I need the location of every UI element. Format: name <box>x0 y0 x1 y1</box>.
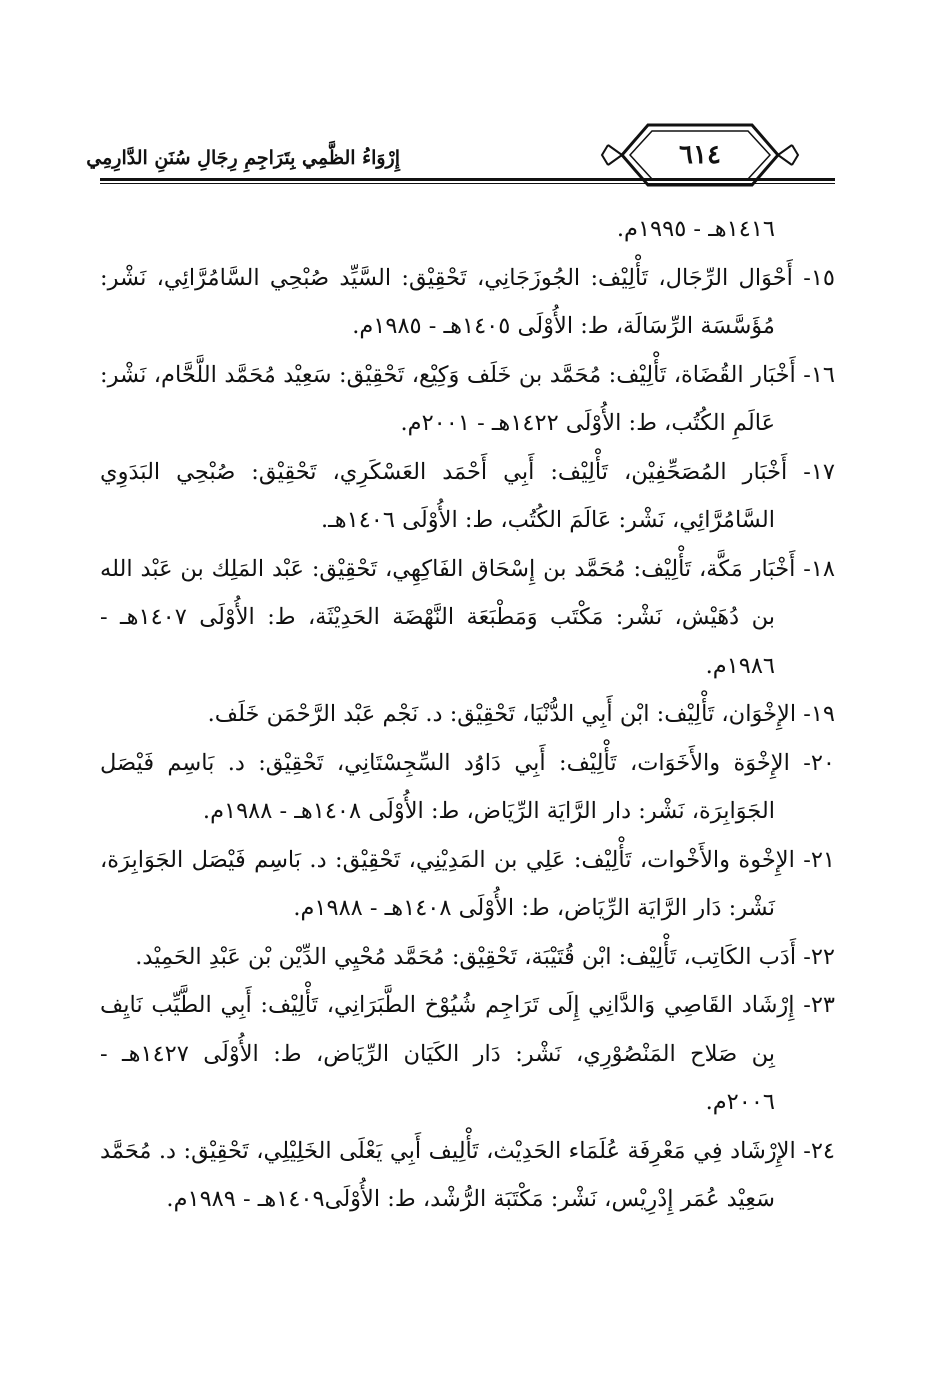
bibliography-entry-22: ٢٢- أَدَب الكَاتِب، تَأْلِيْف: ابْن قُتَيْبَة، تَحْقِيْق: مُحَمَّد مُحْيِي الدِّيْن بْن عَبْدِ الحَمِيْد. <box>135 943 835 970</box>
bibliography-entry-18: ١٨- أَخْبَار مَكَّة، تَأْلِيْف: مُحَمَّد بن إِسْحَاق الفَاكِهِي، تَحْقِيْق: عَبْد المَلِك بن عَبْد الله بن دُهَيْش، نَشْر: مَكْتَب وَمَطْبَعَة النَّهْضَة الحَدِيْثَة، ط: الأُوْلَى ١٤٠٧هـ - ١٩٨٦م. <box>100 555 835 679</box>
bibliography-entry-19: ١٩- الإِخْوَان، تَأْلِيْف: ابْن أَبِي الدُّنْيَا، تَحْقِيْق: د. نَجْم عَبْد الرَّحْمَن خَلَف. <box>207 701 835 727</box>
bibliography-entry-15: ١٥- أَحْوَال الرِّجَال، تَأْلِيْف: الجُوزَجَانِي، تَحْقِيْق: السَّيِّد صُبْحِي السَّامُرَّائِي، نَشْر: مُؤَسَّسَة الرِّسَالَة، ط: الأُوْلَى ١٤٠٥هـ - ١٩٨٥م. <box>100 264 835 339</box>
bibliography-entry-23: ٢٣- إِرْشَاد القَاصِي وَالدَّانِي إِلَى تَرَاجِم شُيُوْخ الطَّبَرَانِي، تَأْلِيْف: أَبِي الطَّيِّب نَايِف بِن صَلاح المَنْصُوْرِي، نَشْر: دَار الكَيَان الرِّيَاض، ط: الأُوْلَى ١٤٢٧هـ - ٢٠٠٦م. <box>100 992 835 1115</box>
bibliography-entry-24: ٢٤- الإِرْشَاد فِي مَعْرِفَة عُلَمَاء الحَدِيْث، تَأْلِيف أَبِي يَعْلَى الخَلِيْلِي، تَحْقِيْق: د. مُحَمَّد سَعِيْد عُمَر إِدْرِيْس، نَشْر: مَكْتَبَة الرُّشْد، ط: الأُوْلَى١٤٠٩هـ - ١٩٨٩م. <box>100 1137 835 1212</box>
header-rule-thin <box>100 183 835 184</box>
bibliography-entry-17: ١٧- أَخْبَار المُصَحِّفِيْن، تَأْلِيْف: أَبِي أَحْمَد العَسْكَرِي، تَحْقِيْق: صُبْحِي البَدَوِي السَّامُرَّائِي، نَشْر: عَالَمَ الكُتُب، ط: الأُوْلَى ١٤٠٦هـ. <box>100 458 835 533</box>
bibliography-entry-continuation: ١٤١٦هـ - ١٩٩٥م. <box>616 216 775 242</box>
bibliography-list <box>100 205 835 1224</box>
bibliography-entry-20: ٢٠- الإِخْوَة والأَخَوَات، تَأْلِيْف: أَبِي دَاوُد السِّجِسْتَانِي، تَحْقِيْق: د. بَاسِم فَيْصَل الجَوَابِرَة، نَشْر: دار الرَّايَة الرِّيَاض، ط: الأُوْلَى ١٤٠٨هـ - ١٩٨٨م. <box>100 749 835 824</box>
bibliography-entry-16: ١٦- أَخْبَار القُضَاة، تَأْلِيْف: مُحَمَّد بن خَلَف وَكِيْع، تَحْقِيْق: سَعِيْد مُحَمَّد اللَّحَّام، نَشْر: عَالَمِ الكُتُب، ط: الأُوْلَى ١٤٢٢هـ - ٢٠٠١م. <box>100 361 835 436</box>
running-book-title: إِرْوَاءُ الظَّمِي بِتَرَاجِمِ رِجَالِ سُنَنِ الدَّارِمِي <box>86 147 400 169</box>
header-rule <box>100 178 835 181</box>
page-number: ٦١٤ <box>679 140 721 170</box>
bibliography-entry-21: ٢١- الإِخْوة والأَخْوات، تَأْلِيْف: عَلِي بن المَدِيْنِي، تَحْقِيْق: د. بَاسِم فَيْصَل الجَوَابِرَة، نَشْر: دَار الرَّايَة الرِّيَاض، ط: الأُوْلَى ١٤٠٨هـ - ١٩٨٨م. <box>100 846 835 921</box>
